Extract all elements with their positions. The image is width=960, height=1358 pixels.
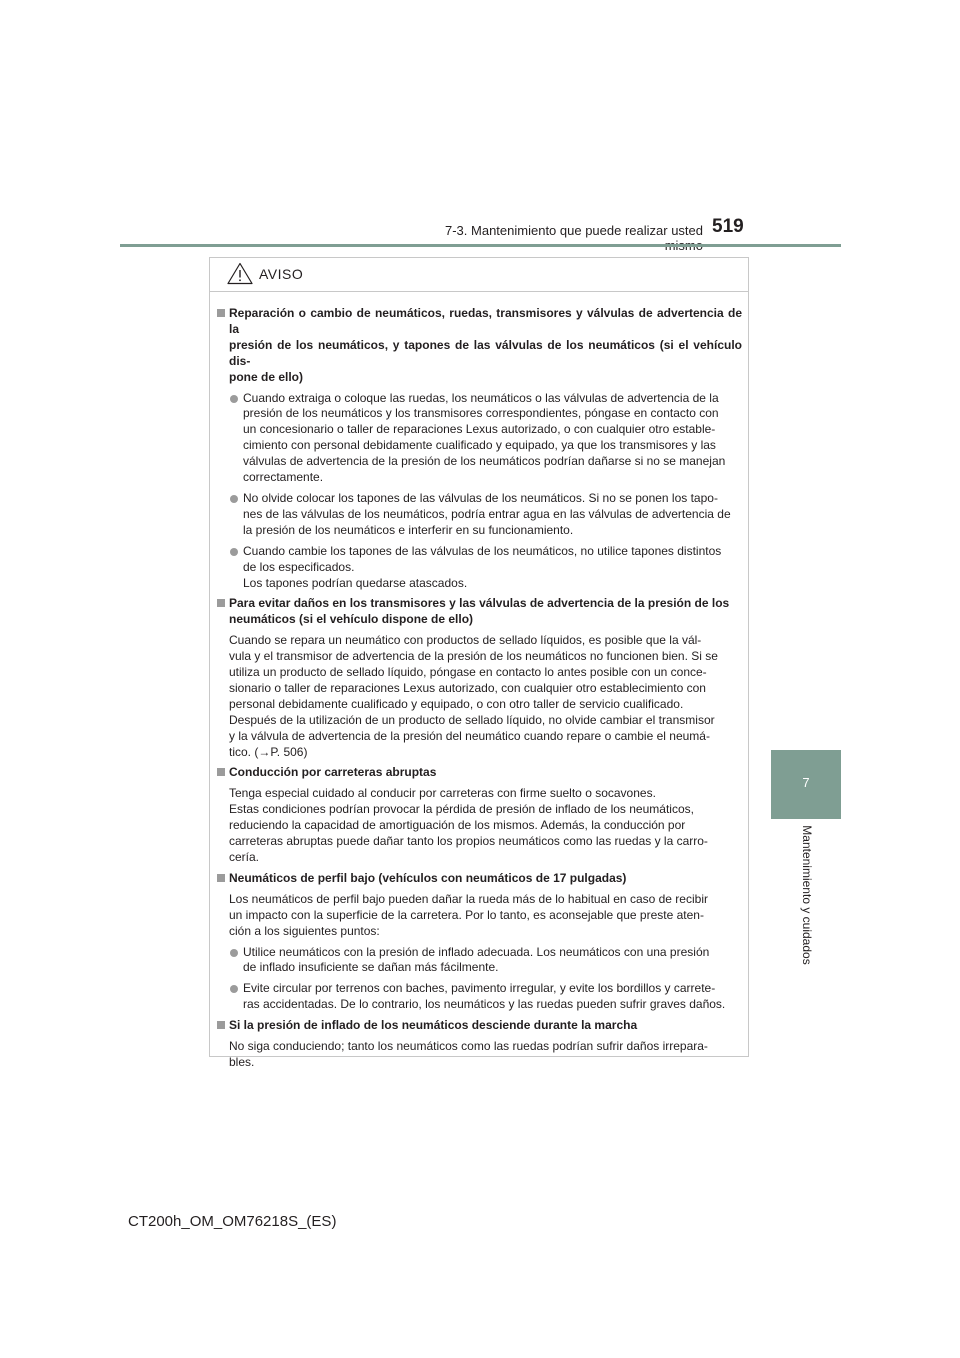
warning-section: [217, 1018, 742, 1071]
round-bullet-icon: [230, 495, 238, 503]
bullet-line: de los especificados.: [243, 559, 355, 574]
paragraph-line: personal debidamente cualificado y equipado, o con otro taller de servicio cualificado.: [229, 696, 684, 711]
square-bullet-icon: [217, 768, 225, 776]
header-rule: [120, 244, 841, 247]
warning-box: [209, 257, 749, 1069]
chapter-tab: [771, 750, 841, 819]
warning-section: [217, 871, 742, 1013]
round-bullet-icon: [230, 985, 238, 993]
round-bullet-icon: [230, 548, 238, 556]
paragraph-line: Estas condiciones podrían provocar la pérdida de presión de inflado de los neumáticos,: [229, 802, 694, 817]
chapter-tab-label: Mantenimiento y cuidados: [800, 825, 814, 965]
section-title-line: Neumáticos de perfil bajo (vehículos con neumáticos de 17 pulgadas): [229, 870, 627, 885]
paragraph-line: carreteras abruptas puede dañar tanto los propios neumáticos como las ruedas y la carro-: [229, 834, 708, 849]
paragraph-line: vula y el transmisor de advertencia de la presión de los neumáticos no funcionen bien. Si se: [229, 649, 718, 664]
paragraph-line: Después de la utilización de un producto de sellado líquido, no olvide cambiar el transmisor: [229, 712, 715, 727]
section-title-line: Para evitar daños en los transmisores y las válvulas de advertencia de la presión de los: [229, 596, 730, 611]
bullet-line: la presión de los neumáticos e interferir en su funcionamiento.: [243, 522, 574, 537]
warning-section: [217, 306, 742, 591]
round-bullet-icon: [230, 395, 238, 403]
paragraph-line: bles.: [229, 1054, 255, 1069]
warning-section: [217, 765, 742, 865]
bullet-line: Evite circular por terrenos con baches, pavimento irregular, y evite los bordillos y carrete-: [243, 981, 716, 996]
bullet-item: [217, 544, 742, 592]
square-bullet-icon: [217, 1021, 225, 1029]
square-bullet-icon: [217, 874, 225, 882]
bullet-line: un concesionario o taller de reparaciones Lexus autorizado, o con cualquier otro estable-: [243, 422, 716, 437]
paragraph-line: ción a los siguientes puntos:: [229, 923, 380, 938]
section-paragraph: [217, 786, 742, 866]
warning-triangle-icon: [227, 262, 253, 285]
section-paragraph: [217, 1039, 742, 1071]
paragraph-line: No siga conduciendo; tanto los neumáticos como las ruedas podrían sufrir daños irrepara-: [229, 1039, 708, 1054]
section-title: [217, 596, 742, 628]
section-paragraph: [217, 892, 742, 940]
square-bullet-icon: [217, 309, 225, 317]
section-title-line: Reparación o cambio de neumáticos, ruedas, transmisores y válvulas de advertencia de la: [229, 306, 742, 336]
section-title: [217, 1018, 742, 1034]
page-number: 519: [712, 216, 744, 237]
paragraph-line: y la válvula de advertencia de la presión del neumático cuando repare o cambie el neumá-: [229, 728, 710, 743]
bullet-line: No olvide colocar los tapones de las válvulas de los neumáticos. Si no se ponen los tapo-: [243, 490, 718, 505]
section-title: [217, 306, 742, 386]
warning-section: [217, 596, 742, 760]
footer-document-code: CT200h_OM_OM76218S_(ES): [128, 1213, 337, 1230]
section-title: [217, 765, 742, 781]
paragraph-line: sionario o taller de reparaciones Lexus autorizado, con cualquier otro establecimiento con: [229, 680, 706, 695]
bullet-item: [217, 945, 742, 977]
warning-header: [210, 258, 748, 292]
bullet-line: Cuando extraiga o coloque las ruedas, los neumáticos o las válvulas de advertencia de la: [243, 390, 719, 405]
paragraph-line: reduciendo la capacidad de amortiguación de los mismos. Además, la conducción por: [229, 818, 686, 833]
bullet-line: cimiento con personal debidamente cualificado y equipado, ya que los transmisores y las: [243, 438, 716, 453]
bullet-item: [217, 981, 742, 1013]
section-title-line: Conducción por carreteras abruptas: [229, 765, 437, 780]
bullet-line: correctamente.: [243, 470, 324, 485]
bullet-line: presión de los neumáticos y los transmisores correspondientes, póngase en contacto con: [243, 406, 719, 421]
bullet-line: Utilice neumáticos con la presión de inflado adecuada. Los neumáticos con una presión: [243, 944, 710, 959]
warning-label: AVISO: [259, 266, 304, 282]
paragraph-line: cería.: [229, 850, 260, 864]
paragraph-line: Cuando se repara un neumático con productos de sellado líquidos, es posible que la vál-: [229, 633, 702, 648]
section-title-line: presión de los neumáticos, y tapones de las válvulas de los neumáticos (si el vehículo dis-: [229, 337, 742, 368]
section-title: [217, 871, 742, 887]
paragraph-line: un impacto con la superficie de la carretera. Por lo tanto, es aconsejable que preste aten-: [229, 907, 704, 922]
paragraph-line: tico. (→P. 506): [229, 744, 308, 759]
bullet-item: [217, 391, 742, 486]
section-title-line: pone de ello): [229, 369, 304, 384]
bullet-line: nes de las válvulas de los neumáticos, podría entrar agua en las válvulas de advertencia de: [243, 506, 731, 521]
section-title-line: Si la presión de inflado de los neumáticos desciende durante la marcha: [229, 1018, 638, 1033]
bullet-line: de inflado insuficiente se dañan más fácilmente.: [243, 960, 499, 975]
bullet-line: ras accidentadas. De lo contrario, los neumáticos y las ruedas pueden sufrir graves daños.: [243, 997, 726, 1012]
chapter-tab-number: 7: [802, 775, 810, 790]
paragraph-line: Los neumáticos de perfil bajo pueden dañar la rueda más de lo habitual en caso de recibir: [229, 891, 708, 906]
bullet-line: válvulas de advertencia de la presión de los neumáticos podrían dañarse si no se manejan: [243, 454, 726, 469]
paragraph-line: Tenga especial cuidado al conducir por carreteras con firme suelto o socavones.: [229, 786, 656, 801]
section-paragraph: [217, 633, 742, 760]
square-bullet-icon: [217, 599, 225, 607]
round-bullet-icon: [230, 949, 238, 957]
bullet-item: [217, 491, 742, 539]
bullet-line: Los tapones podrían quedarse atascados.: [243, 575, 468, 590]
paragraph-line: utiliza un producto de sellado líquido, póngase en contacto lo antes posible con un conce-: [229, 665, 707, 680]
warning-body: [210, 292, 748, 1071]
bullet-line: Cuando cambie los tapones de las válvulas de los neumáticos, no utilice tapones distintos: [243, 543, 722, 558]
section-header-title: 7-3. Mantenimiento que puede realizar usted: [445, 223, 703, 238]
section-title-line: neumáticos (si el vehículo dispone de ello): [229, 612, 474, 627]
